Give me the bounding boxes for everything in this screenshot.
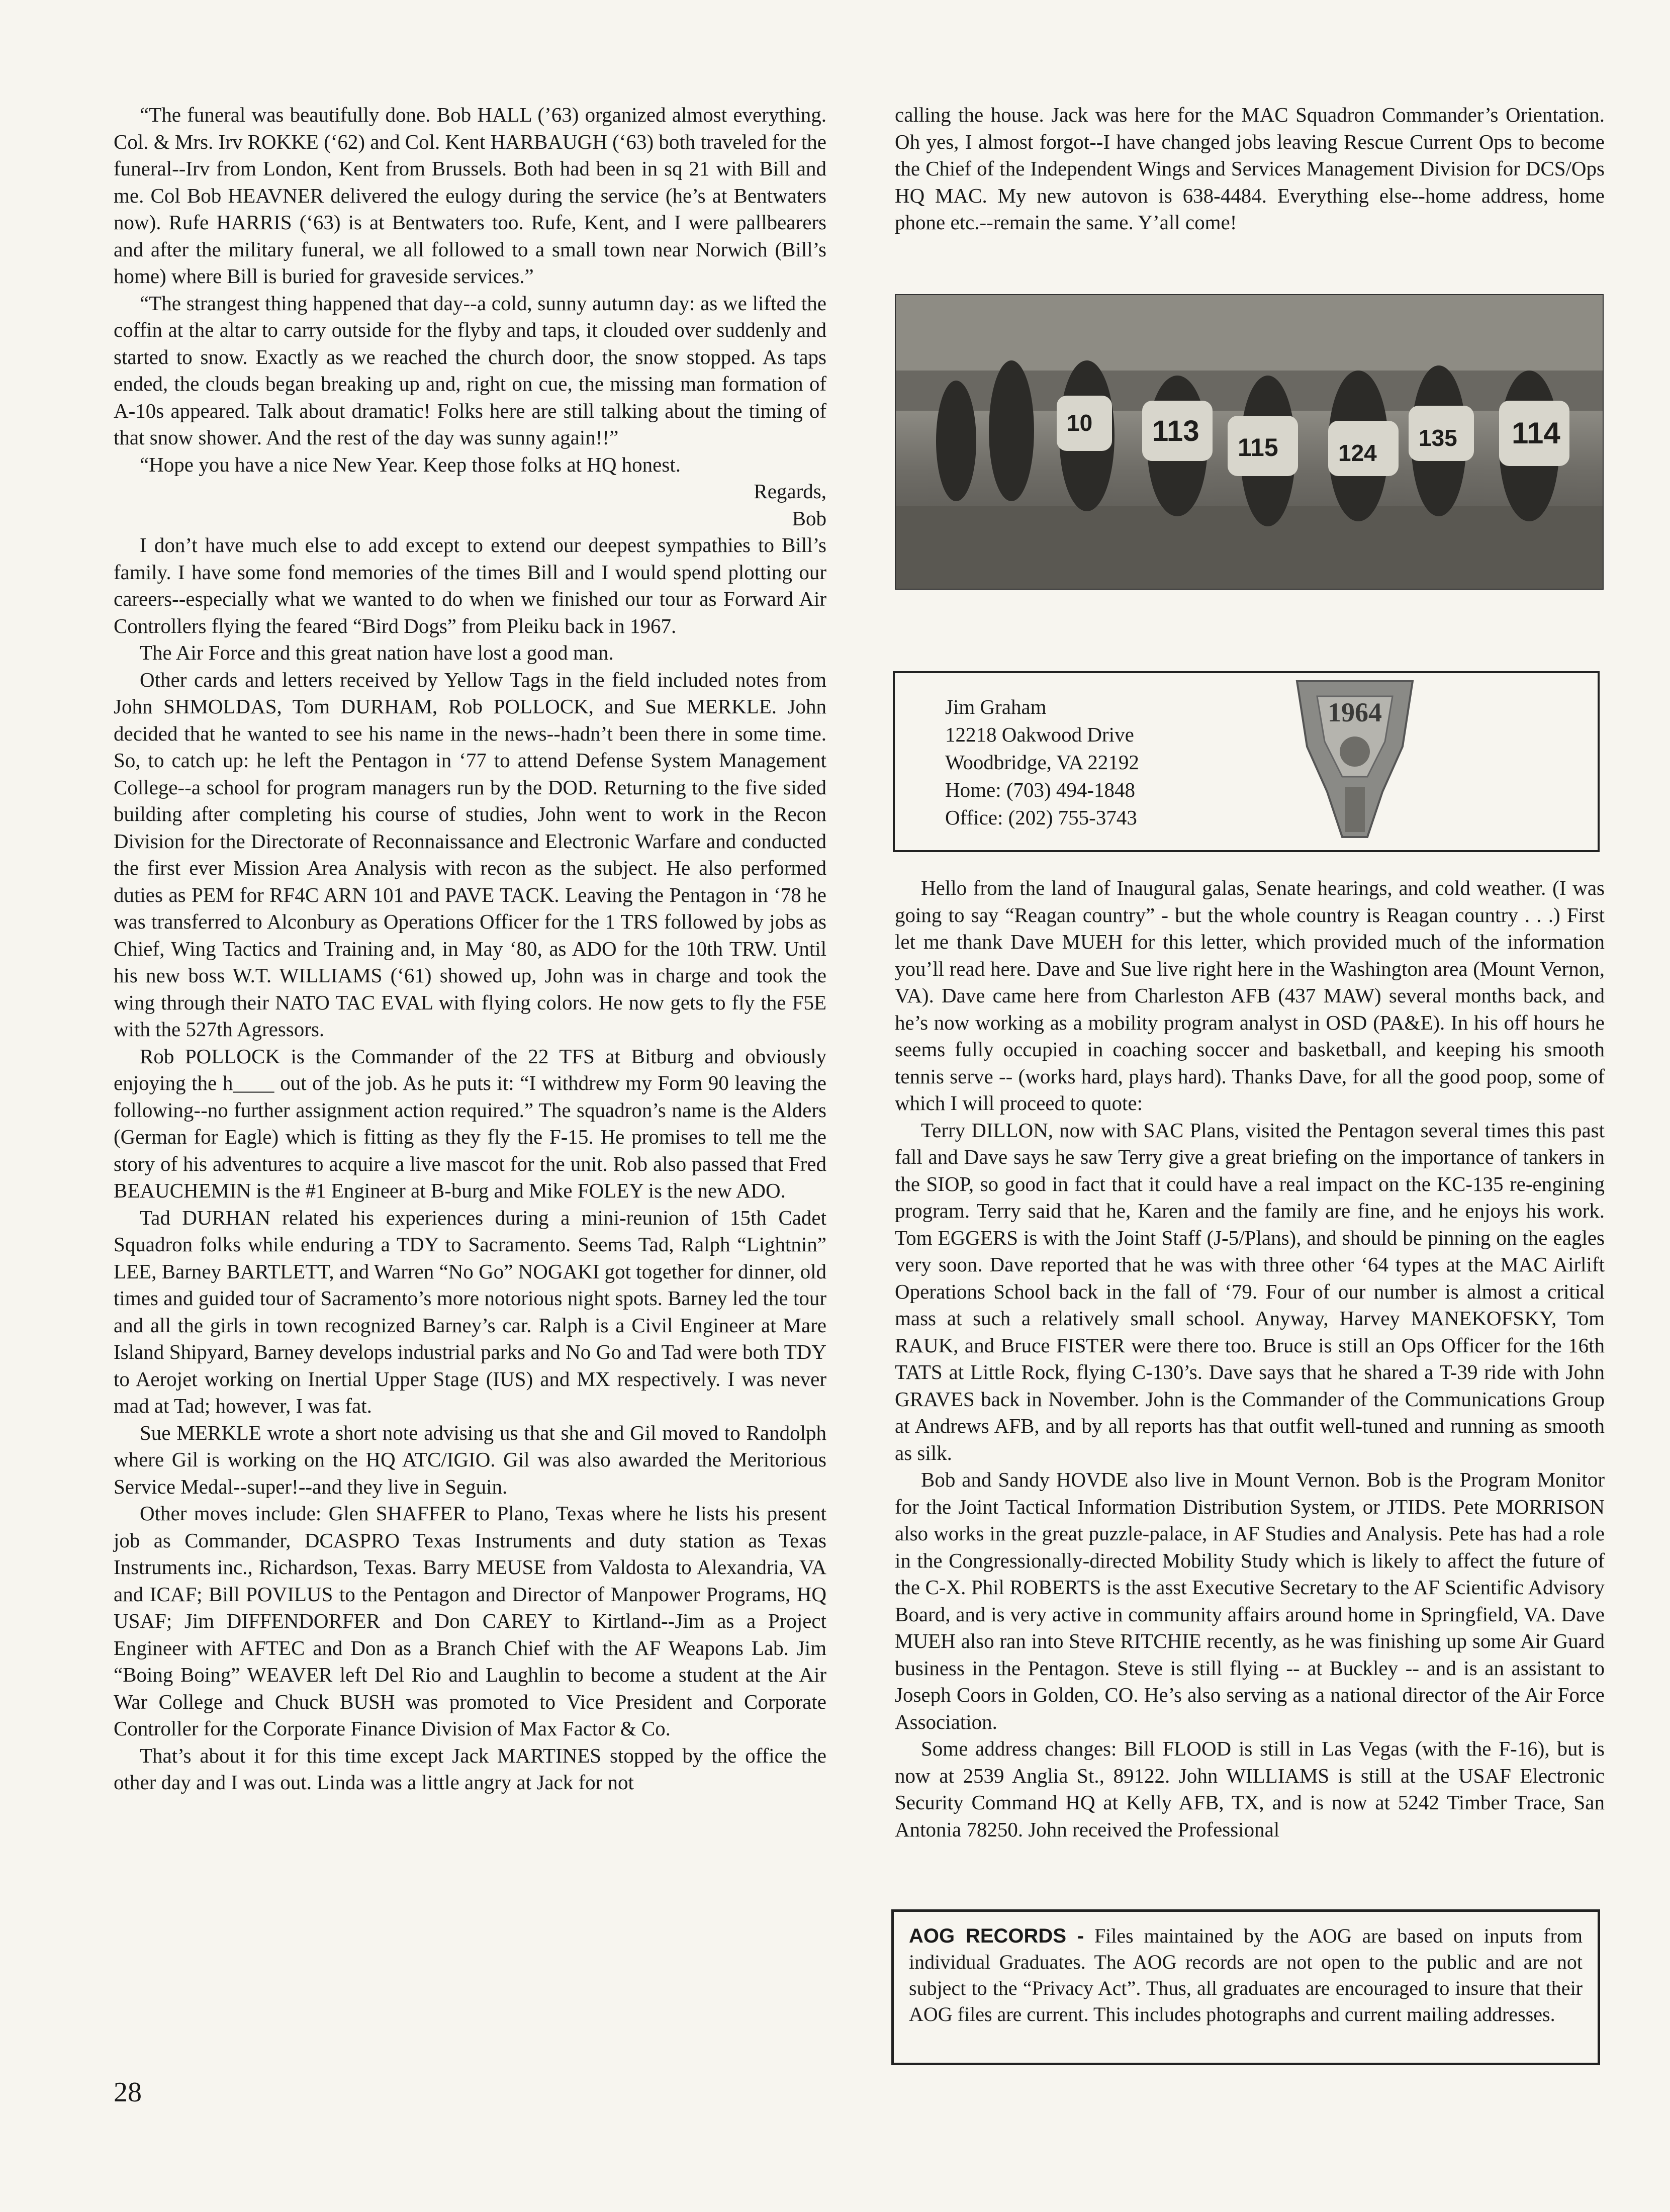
class-crest-icon <box>1287 671 1423 852</box>
contact-city: Woodbridge, VA 22192 <box>945 751 1139 774</box>
paragraph: Some address changes: Bill FLOOD is still in Las Vegas (with the F-16), but is now at 2539 Anglia St., 89122. John WILLIAMS is still at the USAF Electronic Security Command HQ at Kelly AFB, TX, and is now at 5242 Timber Trace, San Antonia 78250. John received the Professional <box>895 1737 1605 1841</box>
runners-photo <box>895 294 1604 590</box>
bib-number: 114 <box>1512 416 1560 450</box>
contact-home-phone: Home: (703) 494-1848 <box>945 778 1136 801</box>
contact-street: 12218 Oakwood Drive <box>945 723 1134 746</box>
paragraph: “The strangest thing happened that day--a cold, sunny autumn day: as we lifted the coffin at the altar to carry outside for the flyby and taps, it clouded over suddenly and started to snow. Exactly as we reached the church door, the snow stopped. As taps ended, the clouds began breaking up and, right on cue, the missing man formation of A-10s appeared. Talk about dramatic! Folks here are still talking about the timing of that snow shower. And the rest of the day was sunny again!!” <box>114 291 826 449</box>
paragraph: That’s about it for this time except Jack MARTINES stopped by the office the other day and I was out. Linda was a little angry at Jack for not <box>114 1743 826 1794</box>
letter-closing: Regards, <box>754 480 826 503</box>
paragraph: Other moves include: Glen SHAFFER to Plano, Texas where he lists his present job as Commander, DCASPRO Texas Instruments and duty station as Texas Instruments inc., Richardson, Texas. Barry MEUSE from Valdosta to Alexandria, VA and ICAF; Bill POVILUS to the Pentagon and Director of Manpower Programs, HQ USAF; Jim DIFFENDORFER and Don CAREY to Kirtland--Jim as a Project Engineer with AFTEC and Don as a Branch Chief with the AF Weapons Lab. Jim “Boing Boing” WEAVER left Del Rio and Laughlin to become a student at the Air War College and Chuck BUSH was promoted to Vice President and Corporate Controller for the Corporate Finance Division of Max Factor & Co. <box>114 1502 826 1740</box>
aog-heading: AOG RECORDS - <box>909 1925 1084 1947</box>
left-column <box>114 102 826 1796</box>
right-column-top <box>895 102 1605 236</box>
bib-number: 115 <box>1238 433 1278 462</box>
aog-records-box <box>891 1909 1600 2065</box>
paragraph: I don’t have much else to add except to extend our deepest sympathies to Bill’s family. I have some fond memories of the times Bill and I would spend plotting our careers--especially what we wanted to do when we finished our tour as Forward Air Controllers flying the feared “Bird Dogs” from Pleiku back in 1967. <box>114 533 826 637</box>
bib-number: 10 <box>1067 410 1093 436</box>
paragraph: Hello from the land of Inaugural galas, Senate hearings, and cold weather. (I was going to say “Reagan country” - but the whole country is Reagan country . . .) First let me thank Dave MUEH for this letter, which provided much of the information you’ll read here. Dave and Sue live right here in the Washington area (Mount Vernon, VA). Dave came here from Charleston AFB (437 MAW) several months back, and he’s now working as a mobility program analyst in OSD (PA&E). In his off hours he seems fully occupied in coaching soccer and basketball, and keeping his smooth tennis serve -- (works hard, plays hard). Thanks Dave, for all the good poop, some of which I will proceed to quote: <box>895 876 1605 1115</box>
bib-number: 135 <box>1419 425 1457 451</box>
bib-number: 124 <box>1338 440 1377 466</box>
contact-name: Jim Graham <box>945 695 1047 718</box>
aog-text: Files maintained by the AOG are based on inputs from individual Graduates. The AOG records are not open to the public and are not subject to the “Privacy Act”. Thus, all graduates are encouraged to insure that their AOG files are current. This includes photographs and current mailing addresses. <box>909 1924 1583 2025</box>
paragraph: “The funeral was beautifully done. Bob HALL (’63) organized almost everything. Col. & Mrs. Irv ROKKE (‘62) and Col. Kent HARBAUGH (‘63) both traveled for the funeral--Irv from London, Kent from Brussels. Both had been in sq 21 with Bill and me. Col Bob HEAVNER delivered the eulogy during the service (he’s at Bentwaters now). Rufe HARRIS (‘63) is at Bentwaters too. Rufe, Kent, and I were pallbearers and after the military funeral, we all followed to a small town near Norwich (Bill’s home) where Bill is buried for graveside services.” <box>114 103 826 288</box>
bib-number: 113 <box>1152 415 1199 447</box>
contact-office-phone: Office: (202) 755-3743 <box>945 806 1137 829</box>
paragraph: “Hope you have a nice New Year. Keep those folks at HQ honest. <box>140 452 681 476</box>
paragraph: Tad DURHAN related his experiences during a mini-reunion of 15th Cadet Squadron folks while enduring a TDY to Sacramento. Seems Tad, Ralph “Lightnin” LEE, Barney BARTLETT, and Warren “No Go” NOGAKI got together for dinner, old times and guided tour of Sacramento’s more notorious night spots. Barney led the tour and all the girls in town recognized Barney’s car. Ralph is a Civil Engineer at Mare Island Shipyard, Barney develops industrial parks and No Go and Tad were both TDY to Aerojet working on Inertial Upper Stage (IUS) and MX respectively. I was never mad at Tad; however, I was fat. <box>114 1206 826 1417</box>
right-column-bottom <box>895 875 1605 1843</box>
contact-box <box>893 671 1600 852</box>
letter-signature: Bob <box>792 506 826 530</box>
crest-year: 1964 <box>1328 697 1382 727</box>
paragraph: calling the house. Jack was here for the MAC Squadron Commander’s Orientation. Oh yes, I almost forgot--I have changed jobs leaving Rescue Current Ops to become the Chief of the Independent Wings and Services Management Division for DCS/Ops HQ MAC. My new autovon is 638-4484. Everything else--home address, home phone etc.--remain the same. Y’all come! <box>895 103 1605 234</box>
paragraph: The Air Force and this great nation have lost a good man. <box>140 641 614 664</box>
contact-info <box>945 693 1139 832</box>
paragraph: Terry DILLON, now with SAC Plans, visited the Pentagon several times this past fall and Dave says he saw Terry give a great briefing on the importance of tankers in the SIOP, so good in fact that it could have a real impact on the KC-135 re-engining program. Terry said that he, Karen and the family are fine, and he enjoys his work. Tom EGGERS is with the Joint Staff (J-5/Plans), and should be pinning on the eagles very soon. Dave reported that he was with three other ‘64 types at the MAC Airlift Operations School back in the fall of ‘79. Four of our number is almost a critical mass at such a relatively small school. Anyway, Harvey MANEKOFSKY, Tom RAUK, and Bruce FISTER were there too. Bruce is still an Ops Officer for the 16th TATS at Little Rock, flying C-130’s. Dave says that he shared a T-39 ride with John GRAVES back in November. John is the Commander of the Communications Group at Andrews AFB, and by all reports has that outfit well-tuned and running as smooth as silk. <box>895 1118 1605 1464</box>
paragraph: Rob POLLOCK is the Commander of the 22 TFS at Bitburg and obviously enjoying the h____ out of the job. As he puts it: “I withdrew my Form 90 leaving the following--no further assignment action required.” The squadron’s name is the Alders (German for Eagle) which is fitting as they fly the F-15. He promises to tell me the story of his adventures to acquire a live mascot for the unit. Rob also passed that Fred BEAUCHEMIN is the #1 Engineer at B-burg and Mike FOLEY is the new ADO. <box>114 1044 826 1202</box>
page-number: 28 <box>114 2077 142 2108</box>
paragraph: Bob and Sandy HOVDE also live in Mount Vernon. Bob is the Program Monitor for the Joint Tactical Information Distribution System, or JTIDS. Pete MORRISON also works in the great puzzle-palace, in AF Studies and Analysis. Pete has had a role in the Congressionally-directed Mobility Study which is likely to affect the future of the C-X. Phil ROBERTS is the asst Executive Secretary to the AF Scientific Advisory Board, and is very active in community affairs around home in Springfield, VA. Dave MUEH also ran into Steve RITCHIE recently, as he was finishing up some Air Guard business in the Pentagon. Steve is still flying -- at Buckley -- and is an assistant to Joseph Coors in Golden, CO. He’s also serving as a national director of the Air Force Association. <box>895 1468 1605 1733</box>
paragraph: Other cards and letters received by Yellow Tags in the field included notes from John SHMOLDAS, Tom DURHAM, Rob POLLOCK, and Sue MERKLE. John decided that he wanted to see his name in the news--hadn’t been there in some time. So, to catch up: he left the Pentagon in ‘77 to attend Defense System Management College--a school for program managers run by the DOD. Returning to the five sided building after completing his course of studies, John went to work in the Recon Division for the Directorate of Reconnaissance and Electronic Warfare and conducted the first ever Mission Area Analysis with recon as the subject. He also performed duties as PEM for RF4C ARN 101 and PAVE TACK. Leaving the Pentagon in ‘78 he was transferred to Alconbury as Operations Officer for the 1 TRS followed by jobs as Chief, Wing Tactics and Training and, in May ‘80, as ADO for the 10th TRW. Until his new boss W.T. WILLIAMS (‘61) showed up, John was in charge and took the wing through their NATO TAC EVAL with flying colors. He now gets to fly the F5E with the 527th Agressors. <box>114 668 826 1041</box>
paragraph: Sue MERKLE wrote a short note advising us that she and Gil moved to Randolph where Gil is working on the HQ ATC/IGIO. Gil was also awarded the Meritorious Service Medal--super!--and they live in Seguin. <box>114 1421 826 1498</box>
